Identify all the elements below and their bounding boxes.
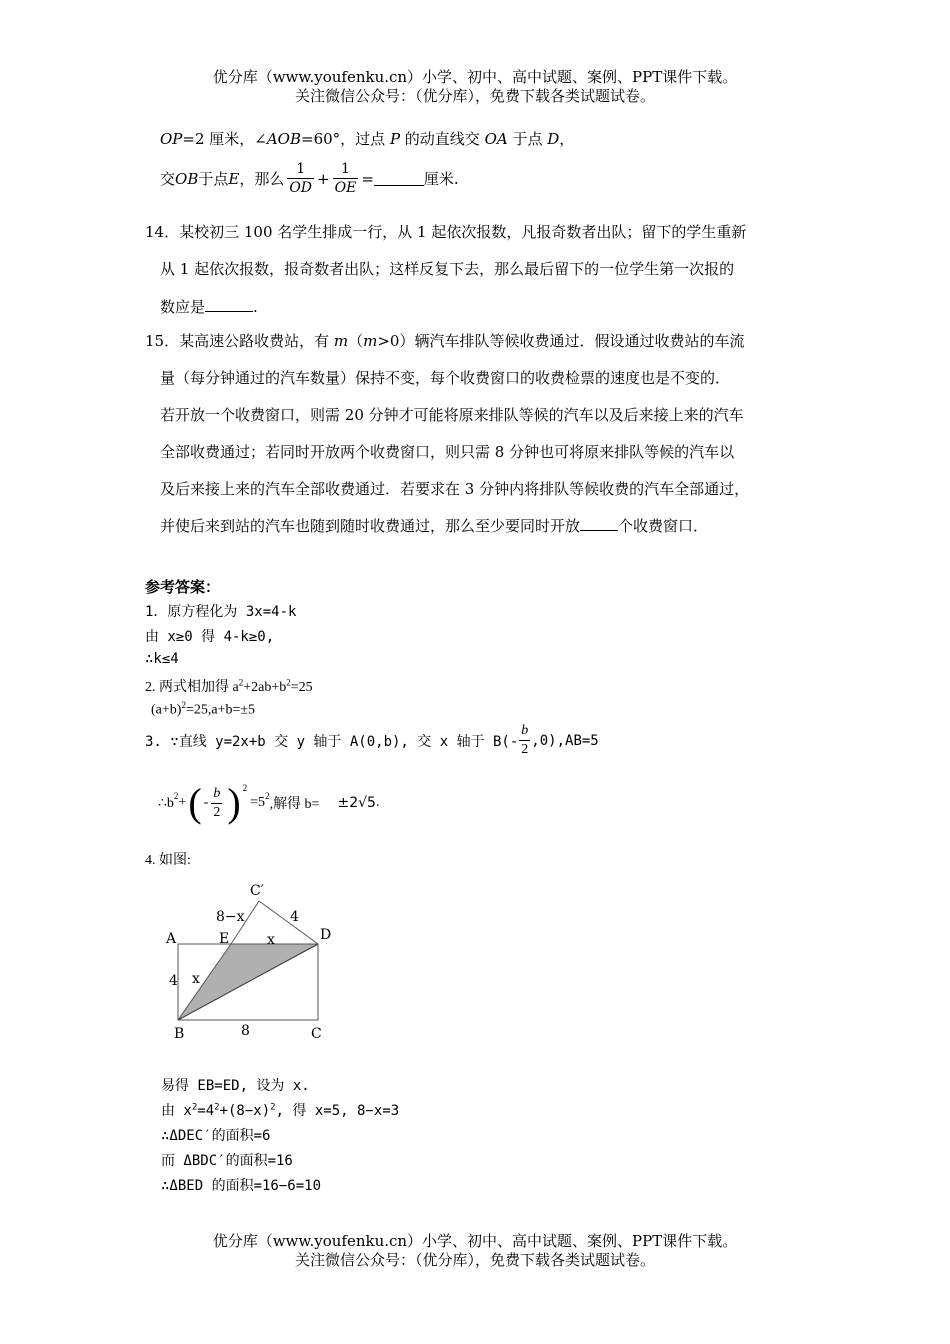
- q15-line-6: [160, 515, 708, 536]
- answer-4-line-2: [161, 1100, 399, 1120]
- label-8-minus-x: 8−x: [216, 909, 245, 925]
- q13-op: OP: [160, 130, 183, 148]
- answer-2-line-1: [145, 676, 313, 696]
- a2-text: +2ab+b: [243, 680, 287, 695]
- a3-text: ,解得 b=: [269, 797, 320, 812]
- a3-exp: 2: [242, 783, 248, 793]
- q13-text: 于点: [198, 170, 229, 188]
- a3-exp: 2: [173, 791, 179, 801]
- q13-oa: OA: [484, 130, 508, 148]
- q13-text: 于点: [507, 130, 548, 148]
- q13-text: =60°，过点: [301, 130, 390, 148]
- q13-text: =2 厘米，∠: [182, 130, 267, 148]
- a2-exp: 2: [238, 677, 244, 688]
- a2-exp: 2: [181, 700, 186, 710]
- q15-line-4: 全部收费通过；若同时开放两个收费窗口，则只需 8 分钟也可将原来排队等候的汽车以: [160, 443, 735, 461]
- q15-line-5: 及后来接上来的汽车全部收费通过．若要求在 3 分钟内将排队等候收费的汽车全部通过，: [160, 480, 750, 498]
- label-c: C: [311, 1026, 322, 1042]
- answer-2-line-2: [151, 700, 255, 719]
- geometry-figure: [150, 870, 350, 1050]
- q13-p: P: [389, 130, 401, 148]
- answer-blank: [205, 297, 253, 312]
- fraction-b-over-2: [211, 785, 222, 822]
- footer-line-2: 关注微信公众号：（优分库），免费下载各类试题试卷。: [294, 1251, 655, 1269]
- label-8: 8: [241, 1023, 250, 1039]
- q14-text: .: [253, 298, 258, 316]
- a2-text: 2. 两式相加得 a: [145, 680, 239, 695]
- page-header: [0, 68, 950, 106]
- a3-answer-value: ±2√5: [337, 795, 376, 811]
- label-x-top: x: [267, 932, 275, 948]
- fraction-1-over-oe: [333, 160, 359, 197]
- frac-denominator: OE: [334, 180, 357, 196]
- a4-exp: 2: [270, 1102, 276, 1113]
- a3-text: 3. ∵直线 y=2x+b 交 y 轴于 A(0,b), 交 x 轴于 B(-: [145, 733, 519, 750]
- q13-d: D: [547, 130, 560, 148]
- a3-text: +: [178, 795, 187, 810]
- a4-text: 由 x: [161, 1103, 192, 1119]
- answer-1-line-3: ∴k≤4: [145, 651, 179, 667]
- a3-text: ∴b: [158, 795, 174, 811]
- q15-text: >0）辆汽车排队等候收费通过．假设通过收费站的车流: [377, 332, 745, 350]
- page-footer: [0, 1232, 950, 1270]
- q13-text: 的动直线交: [400, 130, 485, 148]
- a2-text: (a+b): [151, 702, 182, 718]
- answer-4-line-4: 而 ΔBDC′的面积=16: [161, 1153, 293, 1169]
- frac-denominator: 2: [213, 804, 221, 820]
- a4-exp: 2: [214, 1102, 220, 1113]
- header-line-2: 关注微信公众号：（优分库），免费下载各类试题试卷。: [294, 87, 655, 105]
- q13-text: ，那么: [239, 170, 285, 188]
- label-e: E: [219, 931, 230, 947]
- a3-exp: 2: [265, 791, 270, 801]
- q13-e: E: [228, 169, 240, 188]
- q15-m: m: [363, 332, 378, 350]
- frac-denominator: 2: [521, 742, 529, 757]
- answer-blank: [374, 171, 424, 186]
- q15-line-3: 若开放一个收费窗口，则需 20 分钟才可能将原来排队等候的汽车以及后来接上来的汽车: [160, 406, 744, 424]
- footer-line-1: 优分库（www.youfenku.cn）小学、初中、高中试题、案例、PPT课件下载。: [212, 1232, 738, 1250]
- label-c-prime: C′: [250, 883, 264, 899]
- answer-3-line-2: [158, 780, 380, 825]
- q15-line-2: 量（每分钟通过的汽车数量）保持不变，每个收费窗口的收费检票的速度也是不变的．: [160, 369, 731, 387]
- q15-m: m: [333, 332, 349, 350]
- frac-numerator: b: [213, 785, 221, 801]
- q13-line-2: [160, 160, 459, 197]
- q15-text: 个收费窗口．: [618, 517, 709, 535]
- q14-line-1: 14．某校初三 100 名学生排成一行，从 1 起依次报数，凡报奇数者出队；留下的学生重新: [145, 223, 747, 241]
- q13-aob: AOB: [266, 130, 301, 148]
- answer-4-line-3: ∴ΔDEC′的面积=6: [161, 1128, 271, 1144]
- equals-sign: =: [361, 169, 374, 188]
- fraction-b-over-2: [519, 722, 530, 759]
- a4-text: +(8−x): [219, 1103, 271, 1119]
- header-line-1: 优分库（www.youfenku.cn）小学、初中、高中试题、案例、PPT课件下载。: [212, 68, 738, 86]
- answer-1-line-2: 由 x≥0 得 4-k≥0,: [145, 629, 275, 645]
- a2-text: =25,a+b=±5: [185, 702, 256, 718]
- frac-numerator: b: [521, 723, 529, 738]
- q15-line-1: [145, 330, 744, 351]
- q14-line-3: [160, 296, 258, 317]
- q15-text: 15．某高速公路收费站，有: [145, 332, 334, 350]
- q13-text: ，: [559, 130, 575, 148]
- right-paren: ): [227, 780, 241, 825]
- a4-text: =4: [197, 1103, 215, 1119]
- answer-4-line-1: 易得 EB=ED, 设为 x.: [161, 1078, 310, 1094]
- fraction-1-over-od: [287, 160, 314, 197]
- label-b: B: [174, 1026, 185, 1042]
- plus-sign: +: [317, 169, 330, 188]
- a3-text: ,0),AB=5: [531, 732, 599, 749]
- answer-4-line-5: ∴ΔBED 的面积=16−6=10: [161, 1178, 322, 1194]
- a3-text: .: [375, 795, 380, 810]
- answer-blank: [580, 516, 618, 531]
- answer-1-line-1: 1．原方程化为 3x=4-k: [145, 604, 297, 620]
- q13-ob: OB: [175, 169, 199, 188]
- q15-text: 并使后来到站的汽车也随到随时收费通过，那么至少要同时开放: [160, 517, 581, 535]
- q14-line-2: 从 1 起依次报数，报奇数者出队；这样反复下去，那么最后留下的一位学生第一次报的: [160, 260, 735, 278]
- frac-denominator: OD: [289, 180, 313, 196]
- a4-exp: 2: [191, 1102, 198, 1113]
- label-4-left: 4: [169, 973, 178, 989]
- answers-title: 参考答案：: [145, 578, 221, 596]
- a3-text: =5: [250, 795, 266, 810]
- label-d: D: [320, 927, 332, 943]
- a4-text: , 得 x=5, 8−x=3: [275, 1103, 400, 1119]
- left-paren: (: [188, 780, 202, 825]
- q13-line-1: [160, 128, 574, 149]
- answer-3-line-1: [145, 722, 599, 759]
- q15-text: （: [348, 332, 364, 350]
- q13-text: 交: [160, 170, 176, 188]
- frac-numerator: 1: [296, 161, 306, 177]
- label-4-top: 4: [290, 909, 299, 925]
- minus-sign: -: [203, 795, 209, 810]
- answer-4-title: 4. 如图:: [145, 853, 191, 868]
- frac-numerator: 1: [341, 161, 350, 177]
- a2-text: =25: [290, 680, 313, 695]
- label-x-left: x: [192, 971, 200, 987]
- a2-exp: 2: [286, 677, 291, 688]
- q14-text: 数应是: [160, 298, 206, 316]
- q13-unit: 厘米.: [423, 170, 459, 188]
- label-a: A: [166, 931, 177, 947]
